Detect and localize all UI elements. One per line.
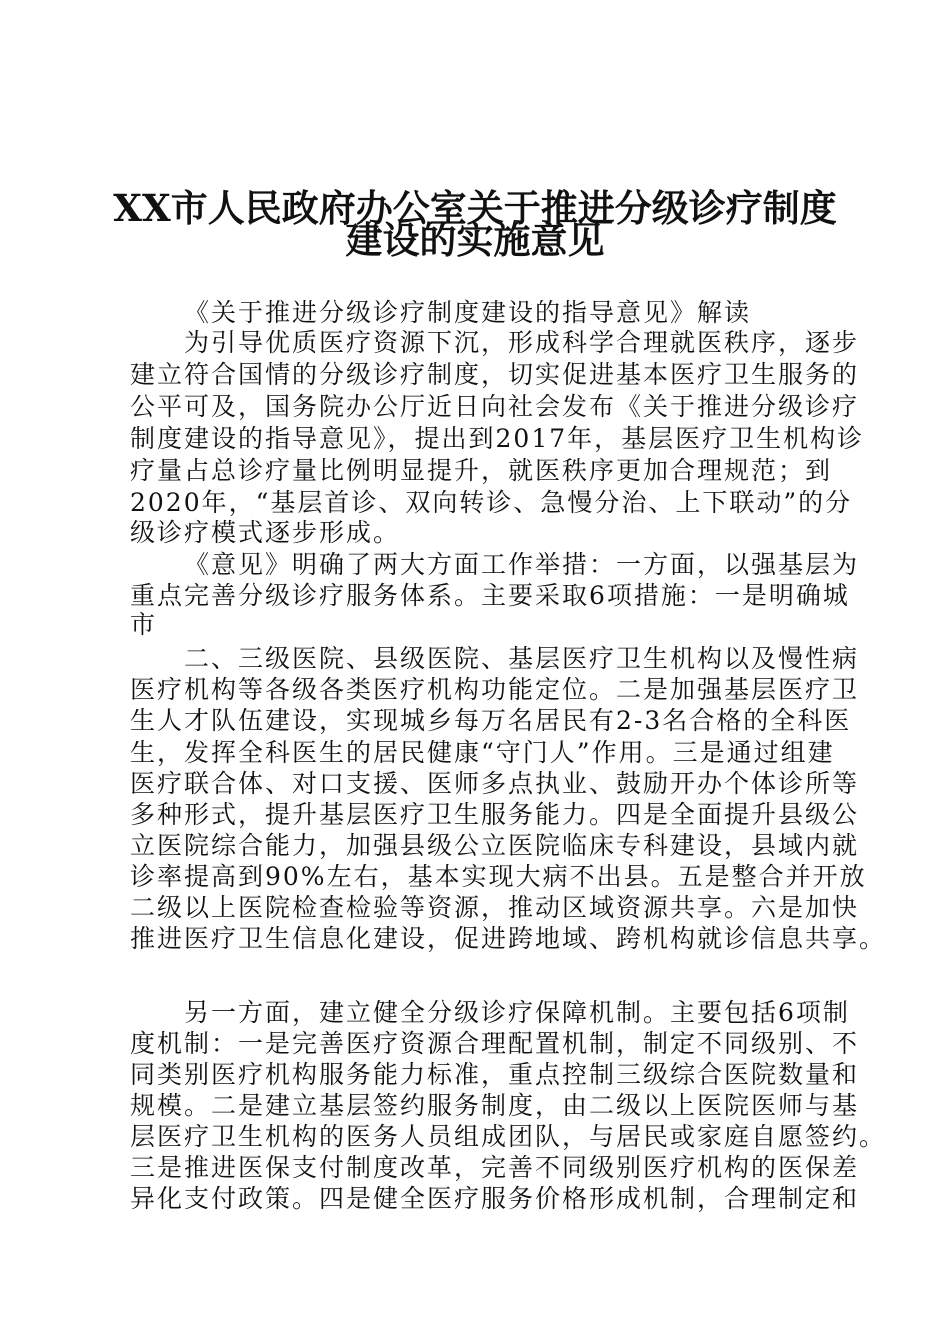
paragraph-line: 生，发挥全科医生的居民健康“守门人”作用。三是通过组建 — [130, 738, 835, 767]
paragraph-line: 立医院综合能力，加强县级公立医院临床专科建设，县域内就 — [130, 831, 860, 860]
paragraph-line: 异化支付政策。四是健全医疗服务价格形成机制，合理制定和 — [130, 1184, 860, 1213]
paragraph-line: 推进医疗卫生信息化建设，促进跨地域、跨机构就诊信息共享。 — [130, 924, 887, 953]
paragraph-line: 2020年，“基层首诊、双向转诊、急慢分治、上下联动”的分 — [130, 488, 853, 517]
paragraph-line: 另一方面，建立健全分级诊疗保障机制。主要包括6项制 — [184, 998, 850, 1027]
document-subtitle: 《关于推进分级诊疗制度建设的指导意见》解读 — [184, 298, 752, 327]
paragraph-line: 同类别医疗机构服务能力标准，重点控制三级综合医院数量和 — [130, 1060, 860, 1089]
paragraph-line: 建立符合国情的分级诊疗制度，切实促进基本医疗卫生服务的 — [130, 360, 860, 389]
paragraph-line: 疗量占总诊疗量比例明显提升，就医秩序更加合理规范；到 — [130, 456, 833, 485]
paragraph-line: 制度建设的指导意见》，提出到2017年，基层医疗卫生机构诊 — [130, 424, 865, 453]
paragraph-line: 医疗机构等各级各类医疗机构功能定位。二是加强基层医疗卫 — [130, 675, 860, 704]
paragraph-line: 三是推进医保支付制度改革，完善不同级别医疗机构的医保差 — [130, 1153, 860, 1182]
paragraph-line: 生人才队伍建设，实现城乡每万名居民有2-3名合格的全科医 — [130, 706, 852, 735]
paragraph-line: 公平可及，国务院办公厅近日向社会发布《关于推进分级诊疗 — [130, 392, 860, 421]
paragraph-line: 市 — [130, 610, 158, 639]
document-title-line-2: 建设的实施意见 — [345, 218, 605, 262]
paragraph-line: 医疗联合体、对口支援、医师多点执业、鼓励开办个体诊所等 — [130, 769, 860, 798]
paragraph-line: 规模。二是建立基层签约服务制度，由二级以上医院医师与基 — [130, 1091, 860, 1120]
paragraph-line: 重点完善分级诊疗服务体系。主要采取6项措施：一是明确城 — [130, 581, 850, 610]
paragraph-line: 层医疗卫生机构的医务人员组成团队，与居民或家庭自愿签约。 — [130, 1122, 887, 1151]
paragraph-line: 诊率提高到90%左右，基本实现大病不出县。五是整合并开放 — [130, 862, 867, 891]
paragraph-line: 二、三级医院、县级医院、基层医疗卫生机构以及慢性病 — [184, 644, 860, 673]
paragraph-line: 二级以上医院检查检验等资源，推动区域资源共享。六是加快 — [130, 893, 860, 922]
paragraph-line: 《意见》明确了两大方面工作举措：一方面，以强基层为 — [184, 550, 860, 579]
document-title-line-1: XX市人民政府办公室关于推进分级诊疗制度 — [113, 186, 837, 230]
paragraph-line: 度机制：一是完善医疗资源合理配置机制，制定不同级别、不 — [130, 1029, 860, 1058]
paragraph-line: 为引导优质医疗资源下沉，形成科学合理就医秩序，逐步 — [184, 328, 860, 357]
paragraph-line: 级诊疗模式逐步形成。 — [130, 518, 401, 547]
paragraph-line: 多种形式，提升基层医疗卫生服务能力。四是全面提升县级公 — [130, 800, 860, 829]
